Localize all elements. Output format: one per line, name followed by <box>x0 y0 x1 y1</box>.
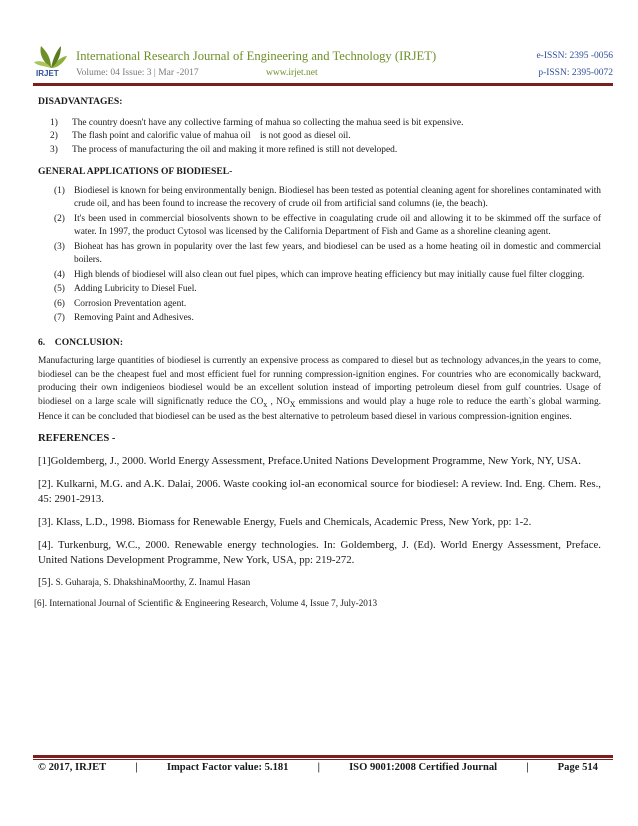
footer-rule-thin <box>33 759 613 760</box>
item-number: 2) <box>50 131 58 141</box>
conclusion-heading: 6. CONCLUSION: <box>38 336 124 348</box>
volume-issue: Volume: 04 Issue: 3 | Mar -2017 <box>76 68 199 78</box>
logo-text: IRJET <box>36 69 59 78</box>
applications-heading: GENERAL APPLICATIONS OF BIODIESEL- <box>38 166 233 177</box>
reference-5-authors: S. Guharaja, S. DhakshinaMoorthy, Z. Inamul Hasan <box>53 576 251 587</box>
header-rule <box>33 83 613 86</box>
item-number: (2) <box>54 213 65 224</box>
website-link[interactable]: www.irjet.net <box>266 68 318 78</box>
journal-title: International Research Journal of Engineering and Technology (IRJET) <box>76 49 437 63</box>
footer-rule <box>33 755 613 758</box>
item-number: 1) <box>50 117 58 128</box>
footer-separator: | <box>317 762 320 773</box>
conclusion-paragraph <box>38 355 601 424</box>
list-item <box>50 144 601 158</box>
page-footer <box>38 762 598 773</box>
list-item <box>54 283 601 297</box>
page-header <box>33 44 613 84</box>
item-text: Corrosion Preventation agent. <box>74 298 187 309</box>
list-item <box>54 312 601 326</box>
item-text: The country doesn't have any collective farming of mahua so collecting the mahua seed is bit expensive. <box>72 117 464 128</box>
list-item <box>54 269 601 283</box>
references-heading: REFERENCES - <box>38 433 116 445</box>
p-issn: p-ISSN: 2395-0072 <box>538 68 613 78</box>
applications-list <box>54 185 601 326</box>
item-text: Adding Lubricity to Diesel Fuel. <box>74 284 197 294</box>
footer-separator: | <box>526 762 529 773</box>
reference-item: [3]. Klass, L.D., 1998. Biomass for Renewable Energy, Fuels and Chemicals, Academic Press, New York, pp: 1-2. <box>38 515 532 528</box>
page-number: Page 514 <box>557 762 598 773</box>
list-item <box>54 185 601 212</box>
co-subscript: x <box>263 399 268 409</box>
footer-separator: | <box>135 762 138 773</box>
references-list <box>34 454 601 611</box>
list-item <box>50 117 601 131</box>
irjet-logo <box>33 44 69 80</box>
item-number: (5) <box>54 284 65 294</box>
impact-factor: Impact Factor value: 5.181 <box>166 762 289 773</box>
e-issn: e-ISSN: 2395 -0056 <box>536 51 613 61</box>
nox-subscript: X <box>289 399 296 409</box>
list-item <box>54 241 601 268</box>
item-number: (7) <box>54 313 65 323</box>
item-text: The flash point and calorific value of mahua oil is not good as diesel oil. <box>72 131 351 141</box>
reference-item: [1]Goldemberg, J., 2000. World Energy Assessment, Preface.United Nations Development Programme, New York, NY, USA. <box>38 454 581 467</box>
item-number: (4) <box>54 269 65 280</box>
item-number: (6) <box>54 298 65 309</box>
item-text: It's been used in commercial biosolvents shown to be effective in coagulating crude oil and allowing it to be skimmed off the surface of water. In 1997, the product Cytosol was licensed by the California Department of Fish and Game as a shoreline cleaning agent. <box>74 213 601 237</box>
page-content <box>34 95 602 611</box>
item-text: The process of manufacturing the oil and making it more refined is still not developed. <box>72 144 398 155</box>
item-number: (3) <box>54 241 65 252</box>
reference-item: [6]. International Journal of Scientific & Engineering Research, Volume 4, Issue 7, July-2013 <box>34 598 378 609</box>
list-item <box>54 298 601 312</box>
copyright: © 2017, IRJET <box>38 762 107 773</box>
item-text: Removing Paint and Adhesives. <box>74 313 194 323</box>
item-text: Biodiesel is known for being environmentally benign. Biodiesel has been tested as potential cleaning agent for shorelines contaminated with crude oil, and has been found to increase the recovery of crude oil from artificial sand columns (ie, the beach). <box>74 185 601 209</box>
item-number: (1) <box>54 185 65 196</box>
disadvantages-list <box>38 117 601 158</box>
item-number: 3) <box>50 144 58 155</box>
item-text: Bioheat has has grown in popularity over the last few years, and biodiesel can be used as a home heating oil in domestic and commercial boilers. <box>74 241 601 265</box>
reference-item: [2]. Kulkarni, M.G. and A.K. Dalai, 2006. Waste cooking iol-an economical source for biodiesel: A review. Ind. Eng. Chem. Res., 45: 2901-2913. <box>38 477 601 505</box>
reference-item: [4]. Turkenburg, W.C., 2000. Renewable energy technologies. In: Goldemberg, J. (Ed). World Energy Assessment, Preface. United Nations Development Programme, New York, USA, pp: 219-272. <box>38 538 601 566</box>
conclusion-text-1: Manufacturing large quantities of biodiesel is currently an expensive process as compared to diesel but as technology advances,in the years to come, biodiesel can be the cheapest fuel and most efficient fuel for running compression-ignition engines. For countries who are economically backward, producing their own indigenieos biodiesel would be an excellent solution instead of importing petroleum diesel from gulf countries. Usage of biodiesel on a large scale will significnatly reduce the CO <box>38 356 601 407</box>
reference-5-prefix: [5]. <box>38 575 54 588</box>
list-item <box>50 130 601 144</box>
iso-certification: ISO 9001:2008 Certified Journal <box>349 762 498 773</box>
conclusion-text-2: , NO <box>267 396 290 407</box>
reference-item <box>38 576 601 590</box>
conclusion-text-3: emmissions and would play a huge role to reduce the earth`s global warming. Hence it can be concluded that biodiesel can be used as the best alternative to petroleum based diesel in various compression-ignition engines. <box>38 396 602 422</box>
list-item <box>54 213 601 240</box>
item-text: High blends of biodiesel will also clean out fuel pipes, which can improve heating efficiency but may initially cause fuel filter clogging. <box>74 269 585 280</box>
disadvantages-heading: DISADVANTAGES: <box>38 96 123 107</box>
